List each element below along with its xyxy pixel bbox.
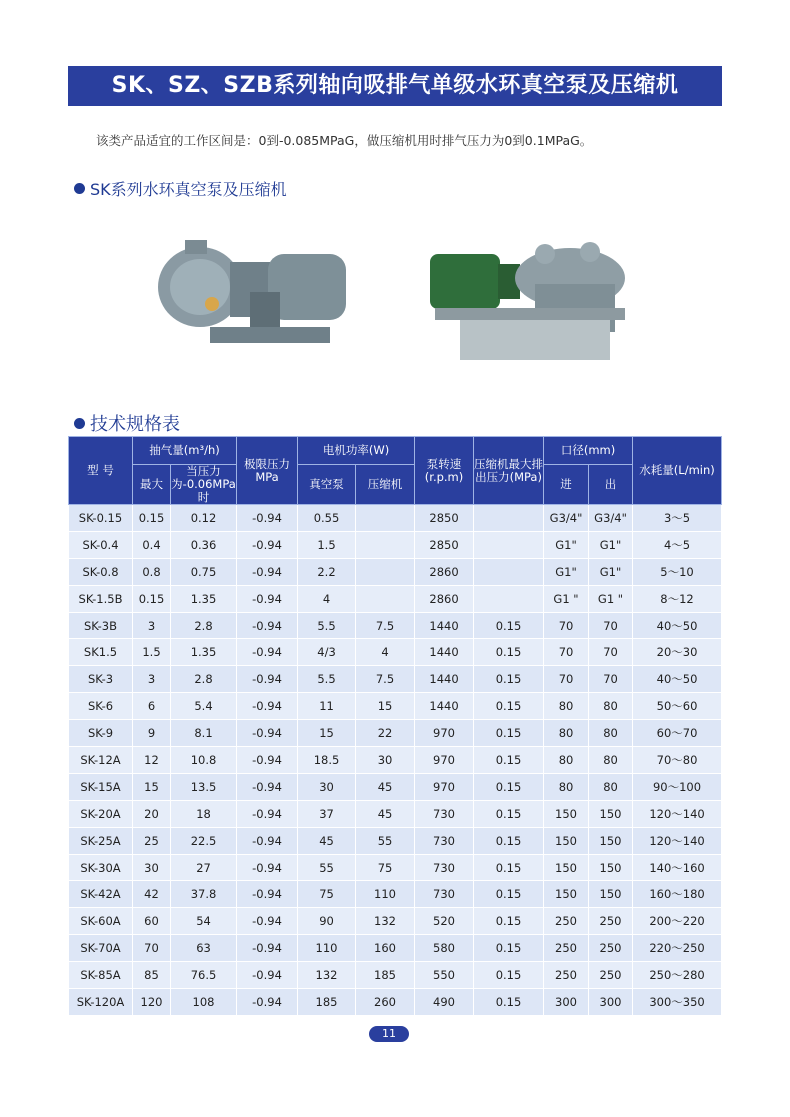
table-cell: 300: [544, 989, 589, 1016]
table-row: [69, 585, 722, 612]
table-cell: 250: [544, 962, 589, 989]
pump-photo-skid: [420, 236, 640, 384]
table-cell: 15: [133, 773, 171, 800]
table-cell: 30: [298, 773, 356, 800]
spec-table-body: [69, 505, 722, 1016]
table-cell: -0.94: [237, 881, 298, 908]
table-cell: 9: [133, 720, 171, 747]
table-cell: G1": [544, 558, 589, 585]
table-cell: 5.5: [298, 612, 356, 639]
table-cell: 70: [544, 612, 589, 639]
table-cell: 120～140: [633, 827, 722, 854]
table-cell: 25: [133, 827, 171, 854]
table-cell: -0.94: [237, 800, 298, 827]
table-cell: 5.4: [171, 693, 237, 720]
table-cell: 22: [356, 720, 415, 747]
table-cell: 520: [415, 908, 474, 935]
table-cell: 75: [298, 881, 356, 908]
table-cell: 90～100: [633, 773, 722, 800]
table-cell: 0.36: [171, 531, 237, 558]
table-cell: 150: [589, 827, 633, 854]
table-cell: 185: [356, 962, 415, 989]
header-diameter: 口径(mm): [544, 437, 633, 465]
table-cell: 40～50: [633, 612, 722, 639]
table-cell: -0.94: [237, 908, 298, 935]
table-cell: 1.35: [171, 585, 237, 612]
table-cell: -0.94: [237, 585, 298, 612]
table-cell: 80: [544, 693, 589, 720]
table-cell: [474, 558, 544, 585]
table-cell: 70～80: [633, 747, 722, 774]
table-cell: 730: [415, 854, 474, 881]
table-cell: 250: [544, 908, 589, 935]
table-cell: 2860: [415, 585, 474, 612]
table-cell: 2850: [415, 505, 474, 532]
table-cell: 15: [356, 693, 415, 720]
table-cell: 0.75: [171, 558, 237, 585]
table-cell: G1 ": [589, 585, 633, 612]
table-row: [69, 747, 722, 774]
table-cell: 150: [589, 881, 633, 908]
table-cell: [474, 505, 544, 532]
table-cell: 70: [544, 639, 589, 666]
header-motor-power: 电机功率(W): [298, 437, 415, 465]
section-heading-products: [74, 177, 287, 200]
table-cell: -0.94: [237, 773, 298, 800]
table-cell: 70: [589, 666, 633, 693]
table-cell: 8～12: [633, 585, 722, 612]
table-row: [69, 720, 722, 747]
table-cell: 5～10: [633, 558, 722, 585]
table-cell: G1": [544, 531, 589, 558]
table-cell: G1 ": [544, 585, 589, 612]
table-cell: 45: [356, 800, 415, 827]
table-cell: SK-9: [69, 720, 133, 747]
table-cell: 110: [356, 881, 415, 908]
table-cell: 11: [298, 693, 356, 720]
table-cell: 970: [415, 747, 474, 774]
table-cell: 0.15: [474, 800, 544, 827]
table-cell: 150: [544, 881, 589, 908]
table-cell: 0.15: [474, 962, 544, 989]
table-row: [69, 908, 722, 935]
table-cell: 0.15: [474, 693, 544, 720]
table-cell: 0.15: [474, 989, 544, 1016]
table-cell: 30: [356, 747, 415, 774]
table-cell: SK-0.8: [69, 558, 133, 585]
table-cell: [474, 585, 544, 612]
intro-text: 该类产品适宜的工作区间是：0到-0.085MPaG，做压缩机用时排气压力为0到0.1MPaG。: [96, 133, 593, 148]
page-number: 11: [369, 1026, 409, 1042]
header-motor-vacuum: 真空泵: [298, 465, 356, 505]
table-row: [69, 854, 722, 881]
table-cell: 6: [133, 693, 171, 720]
table-cell: 1.35: [171, 639, 237, 666]
table-cell: 80: [589, 773, 633, 800]
table-cell: 0.15: [474, 773, 544, 800]
table-cell: 185: [298, 989, 356, 1016]
table-cell: 0.15: [474, 747, 544, 774]
table-cell: 0.15: [474, 854, 544, 881]
table-cell: -0.94: [237, 612, 298, 639]
header-max-discharge: 压缩机最大排出压力(MPa): [474, 437, 544, 505]
table-cell: -0.94: [237, 505, 298, 532]
table-cell: -0.94: [237, 531, 298, 558]
table-cell: G1": [589, 558, 633, 585]
table-cell: 730: [415, 827, 474, 854]
table-cell: 150: [589, 800, 633, 827]
table-cell: SK-70A: [69, 935, 133, 962]
table-cell: SK-42A: [69, 881, 133, 908]
table-cell: -0.94: [237, 666, 298, 693]
table-cell: SK-15A: [69, 773, 133, 800]
table-cell: 70: [589, 612, 633, 639]
table-cell: -0.94: [237, 693, 298, 720]
table-cell: 0.15: [474, 881, 544, 908]
table-cell: 4: [298, 585, 356, 612]
table-cell: [356, 585, 415, 612]
table-cell: 80: [544, 773, 589, 800]
table-cell: 490: [415, 989, 474, 1016]
table-cell: [356, 531, 415, 558]
table-cell: SK-3B: [69, 612, 133, 639]
table-cell: 2860: [415, 558, 474, 585]
table-cell: 80: [544, 720, 589, 747]
table-cell: 260: [356, 989, 415, 1016]
table-cell: -0.94: [237, 827, 298, 854]
table-cell: 37: [298, 800, 356, 827]
table-cell: 120: [133, 989, 171, 1016]
table-cell: 3: [133, 612, 171, 639]
table-cell: 300: [589, 989, 633, 1016]
table-cell: 15: [298, 720, 356, 747]
section-heading-specs: [74, 410, 180, 436]
table-cell: SK-12A: [69, 747, 133, 774]
table-cell: 55: [298, 854, 356, 881]
section-heading-label: SK系列水环真空泵及压缩机: [90, 180, 287, 199]
table-cell: 37.8: [171, 881, 237, 908]
table-cell: 0.8: [133, 558, 171, 585]
table-cell: 970: [415, 720, 474, 747]
table-row: [69, 962, 722, 989]
table-cell: 80: [589, 693, 633, 720]
table-cell: 730: [415, 800, 474, 827]
table-cell: 80: [544, 747, 589, 774]
table-cell: 2.8: [171, 612, 237, 639]
table-cell: 54: [171, 908, 237, 935]
table-row: [69, 827, 722, 854]
table-cell: 132: [356, 908, 415, 935]
table-cell: 300～350: [633, 989, 722, 1016]
table-cell: 1440: [415, 666, 474, 693]
table-row: [69, 693, 722, 720]
table-cell: 0.15: [133, 585, 171, 612]
table-cell: SK-0.15: [69, 505, 133, 532]
table-cell: 7.5: [356, 612, 415, 639]
table-cell: 85: [133, 962, 171, 989]
table-cell: 7.5: [356, 666, 415, 693]
table-cell: 250: [589, 908, 633, 935]
table-cell: 4: [356, 639, 415, 666]
table-cell: 76.5: [171, 962, 237, 989]
table-cell: 220～250: [633, 935, 722, 962]
table-cell: SK-25A: [69, 827, 133, 854]
table-cell: 120～140: [633, 800, 722, 827]
table-cell: 60: [133, 908, 171, 935]
table-cell: 250: [589, 962, 633, 989]
table-cell: 1440: [415, 612, 474, 639]
table-cell: 160～180: [633, 881, 722, 908]
table-cell: -0.94: [237, 720, 298, 747]
spec-table: [68, 436, 722, 1016]
table-cell: 132: [298, 962, 356, 989]
table-cell: -0.94: [237, 962, 298, 989]
table-cell: 22.5: [171, 827, 237, 854]
header-suction-pressure: 当压力为-0.06MPa时: [171, 464, 236, 504]
table-cell: -0.94: [237, 639, 298, 666]
table-cell: G3/4": [589, 505, 633, 532]
table-cell: 970: [415, 773, 474, 800]
table-cell: 0.15: [474, 666, 544, 693]
table-cell: 150: [544, 854, 589, 881]
table-cell: SK1.5: [69, 639, 133, 666]
section-heading-label: 技术规格表: [90, 414, 180, 435]
table-cell: 2850: [415, 531, 474, 558]
table-cell: 18: [171, 800, 237, 827]
table-cell: 0.15: [474, 827, 544, 854]
table-cell: SK-3: [69, 666, 133, 693]
table-cell: [356, 505, 415, 532]
table-cell: 580: [415, 935, 474, 962]
table-row: [69, 881, 722, 908]
header-model: 型 号: [69, 437, 133, 505]
table-cell: [474, 531, 544, 558]
table-cell: 730: [415, 881, 474, 908]
table-cell: 110: [298, 935, 356, 962]
table-cell: 4/3: [298, 639, 356, 666]
table-cell: SK-20A: [69, 800, 133, 827]
table-cell: 27: [171, 854, 237, 881]
table-cell: 1.5: [133, 639, 171, 666]
table-cell: 60～70: [633, 720, 722, 747]
table-cell: SK-1.5B: [69, 585, 133, 612]
table-cell: 50～60: [633, 693, 722, 720]
table-cell: 13.5: [171, 773, 237, 800]
header-diameter-in: 进: [544, 465, 589, 505]
table-cell: 10.8: [171, 747, 237, 774]
bullet-icon: [74, 418, 85, 429]
table-cell: 5.5: [298, 666, 356, 693]
table-cell: 550: [415, 962, 474, 989]
bullet-icon: [74, 183, 85, 194]
table-cell: 0.55: [298, 505, 356, 532]
table-cell: 80: [589, 747, 633, 774]
table-cell: [356, 558, 415, 585]
table-cell: 80: [589, 720, 633, 747]
table-row: [69, 505, 722, 532]
table-row: [69, 639, 722, 666]
table-cell: 63: [171, 935, 237, 962]
table-cell: 30: [133, 854, 171, 881]
table-cell: 200～220: [633, 908, 722, 935]
table-cell: 0.12: [171, 505, 237, 532]
table-cell: 150: [544, 827, 589, 854]
table-cell: 140～160: [633, 854, 722, 881]
table-cell: 70: [544, 666, 589, 693]
table-cell: SK-0.4: [69, 531, 133, 558]
table-row: [69, 612, 722, 639]
table-cell: 0.4: [133, 531, 171, 558]
table-row: [69, 989, 722, 1016]
table-cell: 160: [356, 935, 415, 962]
table-cell: SK-30A: [69, 854, 133, 881]
table-cell: SK-85A: [69, 962, 133, 989]
table-cell: SK-6: [69, 693, 133, 720]
table-cell: 250～280: [633, 962, 722, 989]
table-cell: SK-120A: [69, 989, 133, 1016]
pump-photo-compact: [150, 232, 360, 382]
table-cell: 108: [171, 989, 237, 1016]
table-cell: -0.94: [237, 989, 298, 1016]
table-cell: 250: [544, 935, 589, 962]
table-cell: 0.15: [474, 720, 544, 747]
header-water: 水耗量(L/min): [633, 437, 722, 505]
table-cell: 55: [356, 827, 415, 854]
table-cell: -0.94: [237, 747, 298, 774]
table-row: [69, 800, 722, 827]
table-cell: 12: [133, 747, 171, 774]
table-cell: SK-60A: [69, 908, 133, 935]
table-cell: -0.94: [237, 558, 298, 585]
table-cell: 2.2: [298, 558, 356, 585]
table-cell: 20～30: [633, 639, 722, 666]
table-cell: 1440: [415, 639, 474, 666]
table-cell: 70: [133, 935, 171, 962]
table-cell: 0.15: [474, 612, 544, 639]
table-cell: 0.15: [474, 639, 544, 666]
table-cell: 18.5: [298, 747, 356, 774]
table-cell: 75: [356, 854, 415, 881]
table-cell: 90: [298, 908, 356, 935]
table-cell: 20: [133, 800, 171, 827]
table-row: [69, 558, 722, 585]
header-motor-compressor: 压缩机: [356, 465, 415, 505]
header-suction: 抽气量(m³/h): [133, 437, 237, 465]
table-row: [69, 773, 722, 800]
header-limit-pressure: 极限压力MPa: [237, 437, 298, 505]
table-cell: 150: [544, 800, 589, 827]
table-cell: 250: [589, 935, 633, 962]
table-cell: 3: [133, 666, 171, 693]
table-row: [69, 531, 722, 558]
table-cell: 150: [589, 854, 633, 881]
table-cell: 8.1: [171, 720, 237, 747]
table-cell: 40～50: [633, 666, 722, 693]
table-cell: 42: [133, 881, 171, 908]
header-suction-max: 最大: [133, 465, 171, 505]
table-cell: 3～5: [633, 505, 722, 532]
table-cell: 4～5: [633, 531, 722, 558]
table-cell: 0.15: [474, 908, 544, 935]
table-cell: G3/4": [544, 505, 589, 532]
table-cell: 45: [356, 773, 415, 800]
table-cell: 2.8: [171, 666, 237, 693]
table-cell: 1.5: [298, 531, 356, 558]
table-cell: 45: [298, 827, 356, 854]
table-row: [69, 935, 722, 962]
page-title: SK、SZ、SZB系列轴向吸排气单级水环真空泵及压缩机: [68, 66, 722, 106]
table-row: [69, 666, 722, 693]
header-speed: 泵转速(r.p.m): [415, 437, 474, 505]
table-cell: G1": [589, 531, 633, 558]
table-cell: 70: [589, 639, 633, 666]
table-cell: 0.15: [474, 935, 544, 962]
table-cell: 0.15: [133, 505, 171, 532]
table-cell: 1440: [415, 693, 474, 720]
table-cell: -0.94: [237, 854, 298, 881]
table-cell: -0.94: [237, 935, 298, 962]
header-diameter-out: 出: [589, 465, 633, 505]
